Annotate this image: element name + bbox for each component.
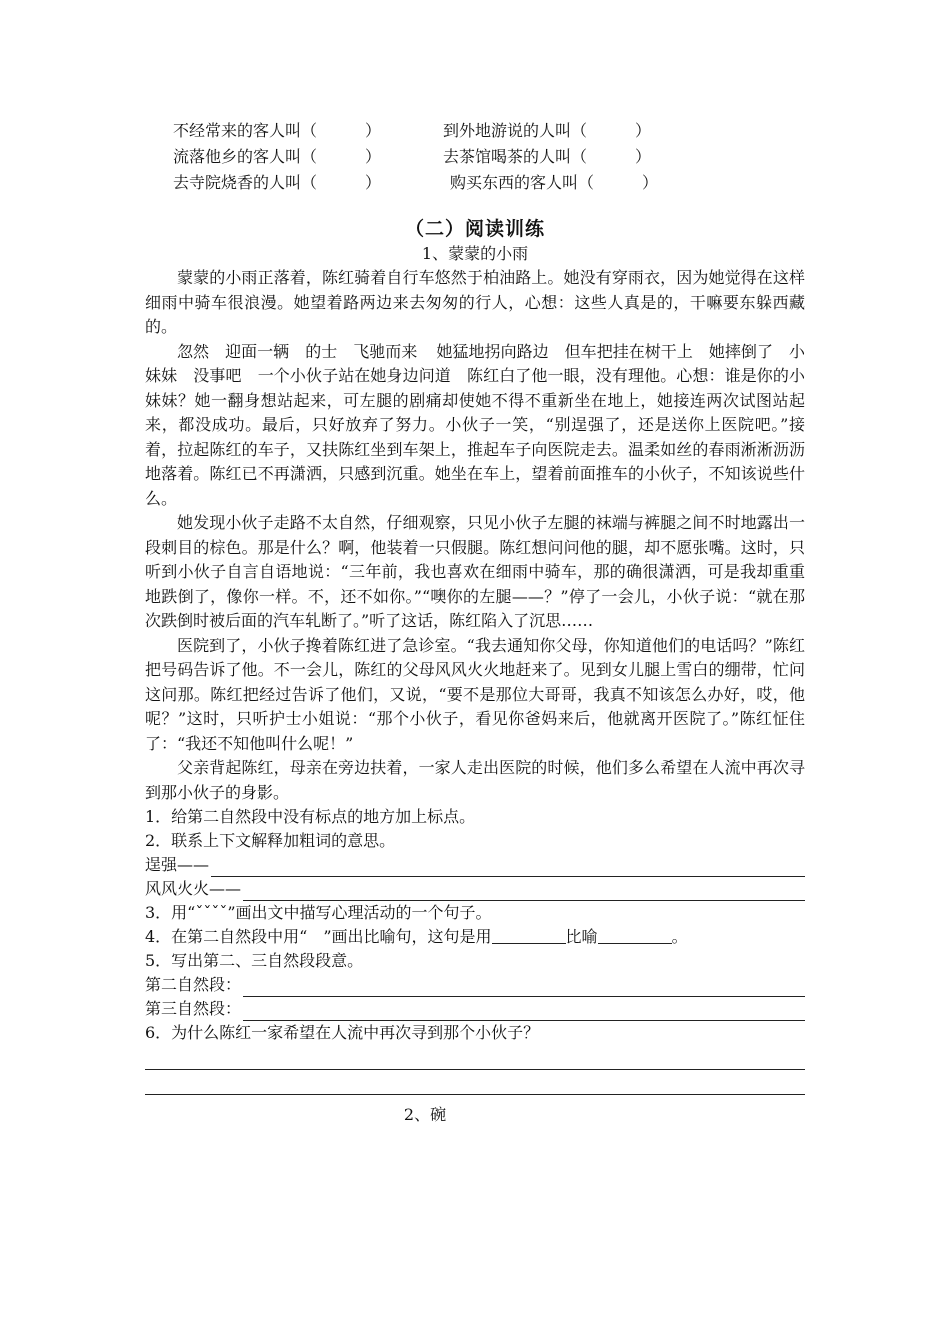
answer-row-word-1	[145, 853, 805, 877]
paragraph-1: 蒙蒙的小雨正落着，陈红骑着自行车悠然于柏油路上。她没有穿雨衣，因为她觉得在这样细雨中骑车很浪漫。她望着路两边来去匆匆的行人，心想：这些人真是的，干嘛要东躲西藏的。	[145, 268, 805, 336]
question-6: 6．为什么陈红一家希望在人流中再次寻到那个小伙子？	[145, 1023, 540, 1042]
question-5: 5．写出第二、三自然段段意。	[145, 951, 364, 970]
section-title: （二）阅读训练	[404, 218, 545, 240]
answer-line[interactable]	[243, 1002, 805, 1021]
answer-row-word-2	[145, 877, 805, 901]
fill-item: 流落他乡的客人叫（ ）	[173, 147, 382, 166]
answer-line[interactable]	[211, 858, 805, 877]
answer-row-paragraph-3	[145, 997, 805, 1021]
paragraph-5: 父亲背起陈红，母亲在旁边扶着，一家人走出医院的时候，他们多么希望在人流中再次寻到那小伙子的身影。	[145, 758, 805, 802]
fill-row	[145, 144, 805, 170]
question-4-text: 。	[671, 927, 688, 946]
answer-label: 第二自然段：	[145, 975, 242, 994]
paragraph-2: 忽然 迎面一辆 的士 飞驰而来 她猛地拐向路边 但车把挂在树干上 她摔倒了 小妹妹 没事吧 一个小伙子站在她身边问道 陈红白了他一眼，没有理他。心想：谁是你的小妹妹？她一翻身想站起来，可左腿的剧痛却使她不得不重新坐在地上，她接连两次试图站起来，都没成功。最后，只好放弃了努力。小伙子一笑，“别逞强了，还是送你上医院吧。”接着，拉起陈红的车子，又扶陈红坐到车架上，推起车子向医院走去。温柔如丝的春雨淅淅沥沥地落着。陈红已不再潇洒，只感到沉重。她坐在车上，望着前面推车的小伙子，不知该说些什么。	[145, 341, 805, 508]
question-4	[145, 925, 805, 949]
paragraph-4: 医院到了，小伙子搀着陈红进了急诊室。“我去通知你父母，你知道他们的电话吗？”陈红把号码告诉了他。不一会儿，陈红的父母风风火火地赶来了。见到女儿腿上雪白的绷带，忙问这问那。陈红把经过告诉了他们，又说，“要不是那位大哥哥，我真不知该怎么办好，哎，他呢？”这时，只听护士小姐说：“那个小伙子，看见你爸妈来后，他就离开医院了。”陈红怔住了：“我还不知他叫什么呢！”	[145, 635, 805, 753]
answer-blank[interactable]	[492, 927, 566, 944]
answer-line[interactable]	[243, 978, 805, 997]
worksheet-page	[145, 118, 805, 1127]
answer-blank[interactable]	[598, 927, 672, 944]
fill-row	[145, 170, 805, 196]
word-label: 风风火火——	[145, 879, 242, 898]
paragraph-3: 她发现小伙子走路不太自然，仔细观察，只见小伙子左腿的袜端与裤腿之间不时地露出一段刺目的棕色。那是什么？啊，他装着一只假腿。陈红想问问他的腿，却不愿张嘴。这时，只听到小伙子自言自语地说：“三年前，我也喜欢在细雨中骑车，那的确很潇洒，可是我却重重地跌倒了，像你一样。不，还不如你。”“噢你的左腿——？”停了一会儿，小伙子说：“就在那次跌倒时被后面的汽车轧断了。”听了这话，陈红陷入了沉思……	[145, 513, 805, 630]
question-4-text: 4．在第二自然段中用“ ”画出比喻句，这句是用	[145, 927, 492, 946]
answer-line[interactable]	[145, 1070, 805, 1095]
word-label: 逞强——	[145, 855, 210, 874]
fill-item: 购买东西的客人叫（ ）	[450, 173, 659, 192]
question-1: 1．给第二自然段中没有标点的地方加上标点。	[145, 807, 476, 826]
fill-item: 不经常来的客人叫（ ）	[173, 121, 382, 140]
answer-row-paragraph-2	[145, 973, 805, 997]
answer-label: 第三自然段：	[145, 999, 242, 1018]
fill-in-section	[145, 118, 805, 196]
question-2: 2．联系上下文解释加粗词的意思。	[145, 831, 396, 850]
answer-line[interactable]	[243, 882, 805, 901]
fill-item: 去寺院烧香的人叫（ ）	[173, 173, 382, 192]
fill-item: 到外地游说的人叫（ ）	[443, 121, 652, 140]
question-4-text: 比喻	[565, 927, 598, 946]
story-title: 1、蒙蒙的小雨	[421, 244, 529, 263]
answer-line[interactable]	[145, 1045, 805, 1070]
fill-item: 去茶馆喝茶的人叫（ ）	[443, 147, 652, 166]
question-3: 3．用“ˇˇˇˇ”画出文中描写心理活动的一个句子。	[145, 903, 492, 922]
next-story-title: 2、碗	[403, 1105, 447, 1124]
fill-row	[145, 118, 805, 144]
